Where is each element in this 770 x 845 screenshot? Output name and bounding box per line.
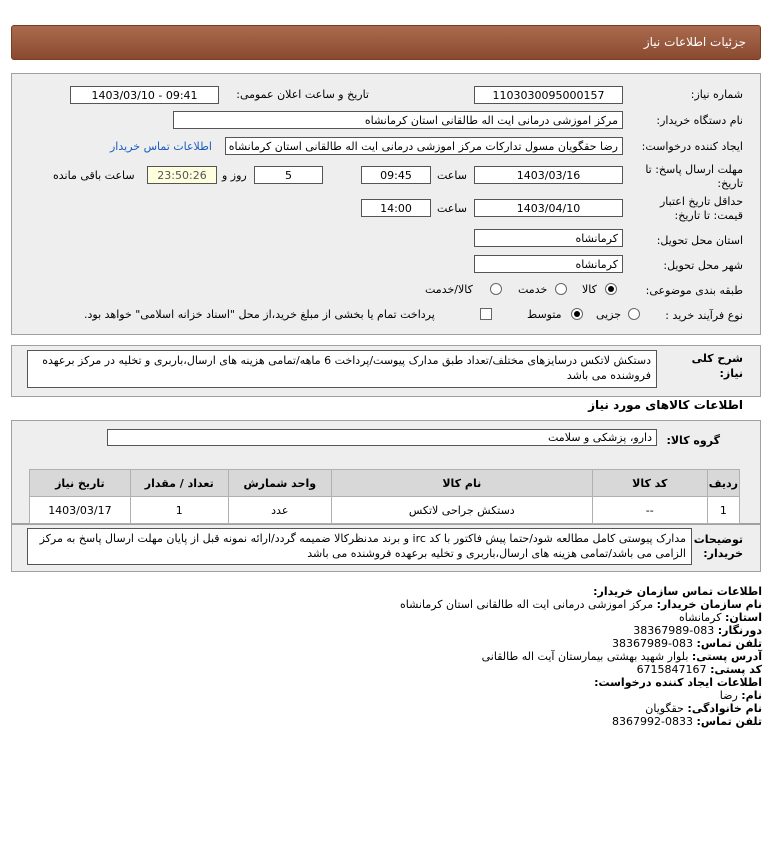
validity-time-field[interactable]: 14:00 <box>361 199 431 217</box>
process-label: نوع فرآیند خرید : <box>665 309 743 322</box>
deadline-label-date: تاریخ: <box>717 177 743 190</box>
goods-section-title: اطلاعات کالاهای مورد نیاز <box>588 398 743 412</box>
contact-address-label: آدرس پستی: <box>691 650 762 663</box>
city-field[interactable]: کرمانشاه <box>474 255 623 273</box>
contact-phone-label: تلفن تماس: <box>696 637 762 650</box>
creator-phone: 0833-8367992 <box>612 715 694 728</box>
buyer-org-label: نام دستگاه خریدار: <box>656 114 743 127</box>
creator-name-row <box>22 689 762 702</box>
cell-unit: عدد <box>228 497 331 524</box>
col-date: تاریخ نیاز <box>30 470 131 497</box>
col-code: کد کالا <box>592 470 707 497</box>
deadline-label: مهلت ارسال پاسخ: تا <box>645 163 743 176</box>
page-header <box>11 25 761 60</box>
description-text: دستکش لاتکس درسایزهای مختلف/تعداد طبق مدارک پیوست/پرداخت 6 ماهه/تمامی هزینه های ارسال،باربری و تخلیه در مرکز برعهده فروشنده می باشد <box>27 350 657 388</box>
days-label: روز و <box>222 169 247 182</box>
buyer-notes-text: مدارک پیوستی کامل مطالعه شود/حتما پیش فاکتور با کد irc و برند مدنظرکالا ضمیمه گردد/ارائه نمونه قبل از پایان مهلت ارسال پاسخ به مرکز الزامی می باشد/تمامی هزینه های ارسال،باربری و تخلیه برعهده فروشنده می باشد <box>27 528 692 565</box>
city-label: شهر محل تحویل: <box>663 259 743 272</box>
cell-row: 1 <box>707 497 739 524</box>
validity-label: حداقل تاریخ اعتبار <box>659 195 743 208</box>
description-label: شرح کلی <box>691 352 743 365</box>
category-goods-label: کالا <box>582 283 597 296</box>
col-qty: تعداد / مقدار <box>130 470 228 497</box>
category-service-label: خدمت <box>518 283 548 296</box>
contact-phone-row <box>22 637 762 650</box>
process-minor-label: جزیی <box>596 308 622 321</box>
category-both-radio[interactable] <box>490 283 502 295</box>
process-medium-label: متوسط <box>527 308 562 321</box>
province-label: استان محل تحویل: <box>656 234 743 247</box>
remaining-time-field: 23:50:26 <box>147 166 217 184</box>
creator-name: رضا <box>719 689 738 702</box>
goods-group-label: گروه کالا: <box>666 434 720 447</box>
creator-family-label: نام خانوادگی: <box>687 702 762 715</box>
col-name: نام کالا <box>331 470 592 497</box>
process-medium-radio[interactable] <box>571 308 583 320</box>
goods-group-field[interactable]: دارو، پزشکی و سلامت <box>107 429 657 446</box>
category-service-radio[interactable] <box>555 283 567 295</box>
deadline-date-field[interactable]: 1403/03/16 <box>474 166 623 184</box>
creator-phone-row <box>22 715 762 728</box>
contact-province-row <box>22 611 762 624</box>
validity-time-label: ساعت <box>437 202 467 215</box>
contact-title: اطلاعات تماس سازمان خریدار: <box>593 585 762 598</box>
col-row: ردیف <box>707 470 739 497</box>
page-title: جزئیات اطلاعات نیاز <box>643 35 746 49</box>
creator-family-row <box>22 702 762 715</box>
buyer-contact-section <box>22 585 762 728</box>
contact-info-link[interactable]: اطلاعات تماس خریدار <box>110 140 212 153</box>
deadline-time-field[interactable]: 09:45 <box>361 166 431 184</box>
need-number-field[interactable]: 1103030095000157 <box>474 86 623 104</box>
remaining-label: ساعت باقی مانده <box>53 169 135 182</box>
treasury-payment-note: پرداخت تمام یا بخشی از مبلغ خرید،از محل "اسناد خزانه اسلامی" خواهد بود. <box>84 308 435 321</box>
contact-org: مرکز اموزشی درمانی ایت اله طالقانی استان کرمانشاه <box>399 598 654 611</box>
creator-info-title: اطلاعات ایجاد کننده درخواست: <box>594 676 762 689</box>
contact-org-label: نام سازمان خریدار: <box>656 598 762 611</box>
province-field[interactable]: کرمانشاه <box>474 229 623 247</box>
contact-province-label: استان: <box>725 611 762 624</box>
validity-label-date: قیمت: تا تاریخ: <box>674 209 743 222</box>
contact-address: بلوار شهید بهشتی بیمارستان آیت اله طالقانی <box>481 650 689 663</box>
contact-province: کرمانشاه <box>678 611 722 624</box>
cell-name: دستکش جراحی لاتکس <box>331 497 592 524</box>
cell-code: -- <box>592 497 707 524</box>
creator-name-label: نام: <box>741 689 762 702</box>
contact-fax-row <box>22 624 762 637</box>
contact-postal-label: کد پستی: <box>710 663 762 676</box>
cell-qty: 1 <box>130 497 228 524</box>
creator-field[interactable]: رضا حقگویان مسول تداركات مركز اموزشی درمانی ایت اله طالقانی استان كرمانشاه <box>225 137 623 155</box>
creator-label: ایجاد کننده درخواست: <box>641 140 743 153</box>
validity-date-field[interactable]: 1403/04/10 <box>474 199 623 217</box>
buyer-notes-label-2: خریدار: <box>703 547 743 560</box>
table-row[interactable] <box>30 497 740 524</box>
announce-field[interactable]: 1403/03/10 - 09:41 <box>70 86 219 104</box>
contact-fax-label: دورنگار: <box>717 624 762 637</box>
contact-fax: 083-38367989 <box>633 624 715 637</box>
contact-postal-row <box>22 663 762 676</box>
category-goods-radio[interactable] <box>605 283 617 295</box>
creator-family: حقگویان <box>645 702 684 715</box>
need-number-label: شماره نیاز: <box>690 88 743 101</box>
cell-date: 1403/03/17 <box>30 497 131 524</box>
treasury-payment-checkbox[interactable] <box>480 308 492 320</box>
creator-phone-label: تلفن تماس: <box>696 715 762 728</box>
buyer-org-field[interactable]: مرکز اموزشی درمانی ایت اله طالقانی استان کرمانشاه <box>173 111 623 129</box>
category-both-label: کالا/خدمت <box>425 283 473 296</box>
days-field[interactable]: 5 <box>254 166 323 184</box>
col-unit: واحد شمارش <box>228 470 331 497</box>
deadline-time-label: ساعت <box>437 169 467 182</box>
contact-address-row <box>22 650 762 663</box>
contact-postal: 6715847167 <box>636 663 707 676</box>
contact-phone: 083-38367989 <box>612 637 694 650</box>
announce-label: تاریخ و ساعت اعلان عمومی: <box>236 88 369 101</box>
goods-table <box>29 469 740 524</box>
buyer-notes-label: توضیحات <box>693 533 743 546</box>
contact-org-row <box>22 598 762 611</box>
process-minor-radio[interactable] <box>628 308 640 320</box>
description-label-2: نیاز: <box>719 367 743 380</box>
category-label: طبقه بندی موضوعی: <box>645 284 743 297</box>
